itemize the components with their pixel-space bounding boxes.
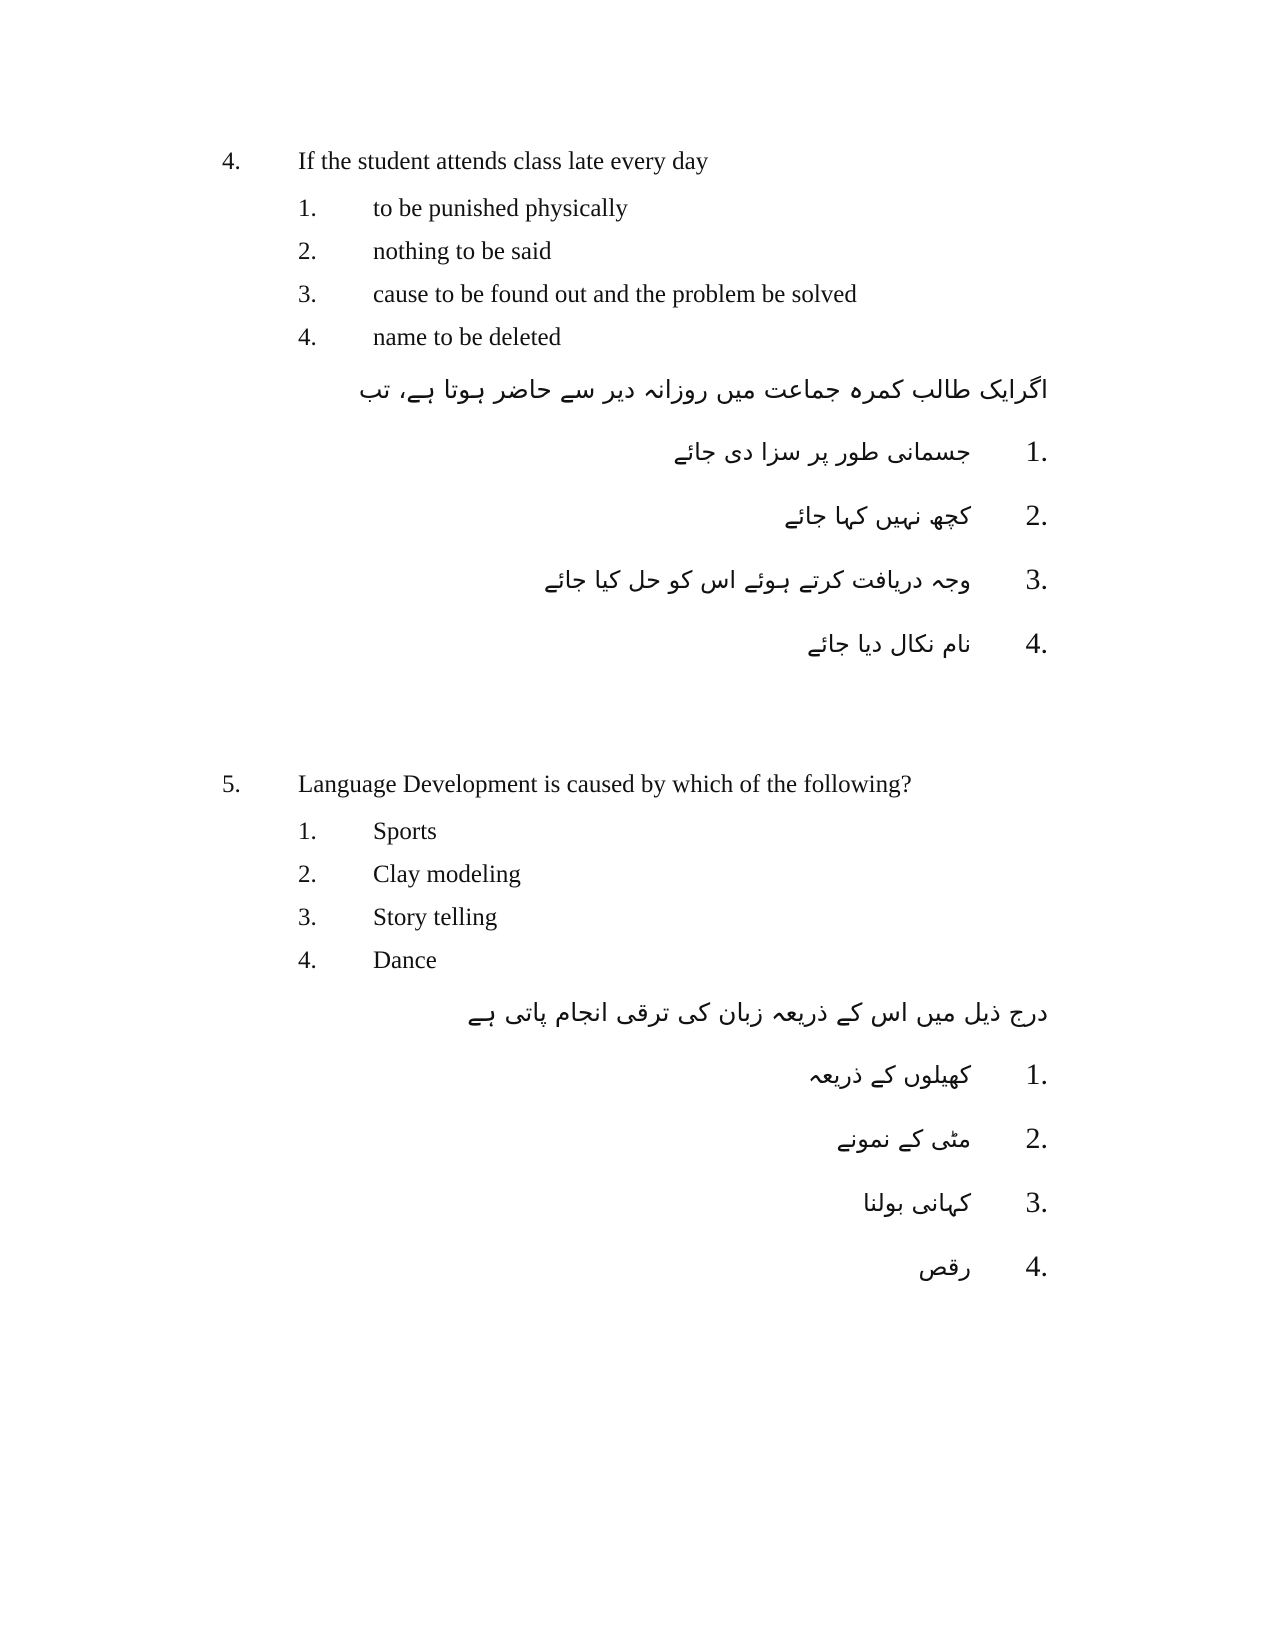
- urdu-option-number: 2.: [1025, 499, 1048, 532]
- urdu-option-number: 4.: [1025, 627, 1048, 660]
- question-number: 5.: [222, 771, 241, 798]
- urdu-option-text: جسمانی طور پر سزا دی جائے: [673, 438, 971, 466]
- urdu-option: [588, 1121, 1048, 1157]
- urdu-question-text: درج ذیل میں اس کے ذریعہ زبان کی ترقی انجام پاتی ہے: [467, 998, 1048, 1027]
- urdu-option-number: 1.: [1025, 435, 1048, 468]
- question-text: If the student attends class late every day: [298, 148, 709, 175]
- urdu-option-text: نام نکال دیا جائے: [807, 630, 971, 658]
- option-number: 1.: [298, 818, 317, 845]
- option-number: 2.: [298, 238, 317, 265]
- urdu-option-number: 3.: [1025, 563, 1048, 596]
- urdu-option-number: 2.: [1025, 1122, 1048, 1155]
- urdu-option: [588, 1249, 1048, 1285]
- urdu-option-number: 1.: [1025, 1058, 1048, 1091]
- urdu-option: [588, 498, 1048, 534]
- question-number: 4.: [222, 148, 241, 175]
- urdu-option-text: رقص: [918, 1253, 971, 1281]
- urdu-option-text: کھیلوں کے ذریعہ: [807, 1061, 971, 1089]
- urdu-option: [588, 1057, 1048, 1093]
- option-text: Clay modeling: [373, 861, 521, 888]
- urdu-option-number: 4.: [1025, 1250, 1048, 1283]
- option-number: 3.: [298, 281, 317, 308]
- urdu-option: [543, 562, 1048, 598]
- question-text: Language Development is caused by which of the following?: [298, 771, 912, 798]
- option-text: Sports: [373, 818, 437, 845]
- option-number: 4.: [298, 324, 317, 351]
- urdu-option-text: کہانی بولنا: [862, 1189, 971, 1217]
- option-number: 4.: [298, 947, 317, 974]
- option-text: nothing to be said: [373, 238, 552, 265]
- option-number: 3.: [298, 904, 317, 931]
- option-number: 1.: [298, 195, 317, 222]
- urdu-option-text: وجہ دریافت کرتے ہوئے اس کو حل کیا جائے: [543, 566, 971, 594]
- urdu-option-text: مٹی کے نمونے: [836, 1125, 971, 1153]
- option-text: to be punished physically: [373, 195, 628, 222]
- option-text: Story telling: [373, 904, 498, 931]
- option-text: Dance: [373, 947, 437, 974]
- urdu-question-text: اگرایک طالب کمرہ جماعت میں روزانہ دیر سے حاضر ہوتا ہے، تب: [358, 375, 1048, 404]
- urdu-option-number: 3.: [1025, 1186, 1048, 1219]
- urdu-option-text: کچھ نہیں کہا جائے: [784, 502, 971, 530]
- option-text: name to be deleted: [373, 324, 562, 351]
- urdu-option: [588, 626, 1048, 662]
- urdu-option: [588, 434, 1048, 470]
- urdu-option: [588, 1185, 1048, 1221]
- option-text: cause to be found out and the problem be solved: [373, 281, 857, 308]
- option-number: 2.: [298, 861, 317, 888]
